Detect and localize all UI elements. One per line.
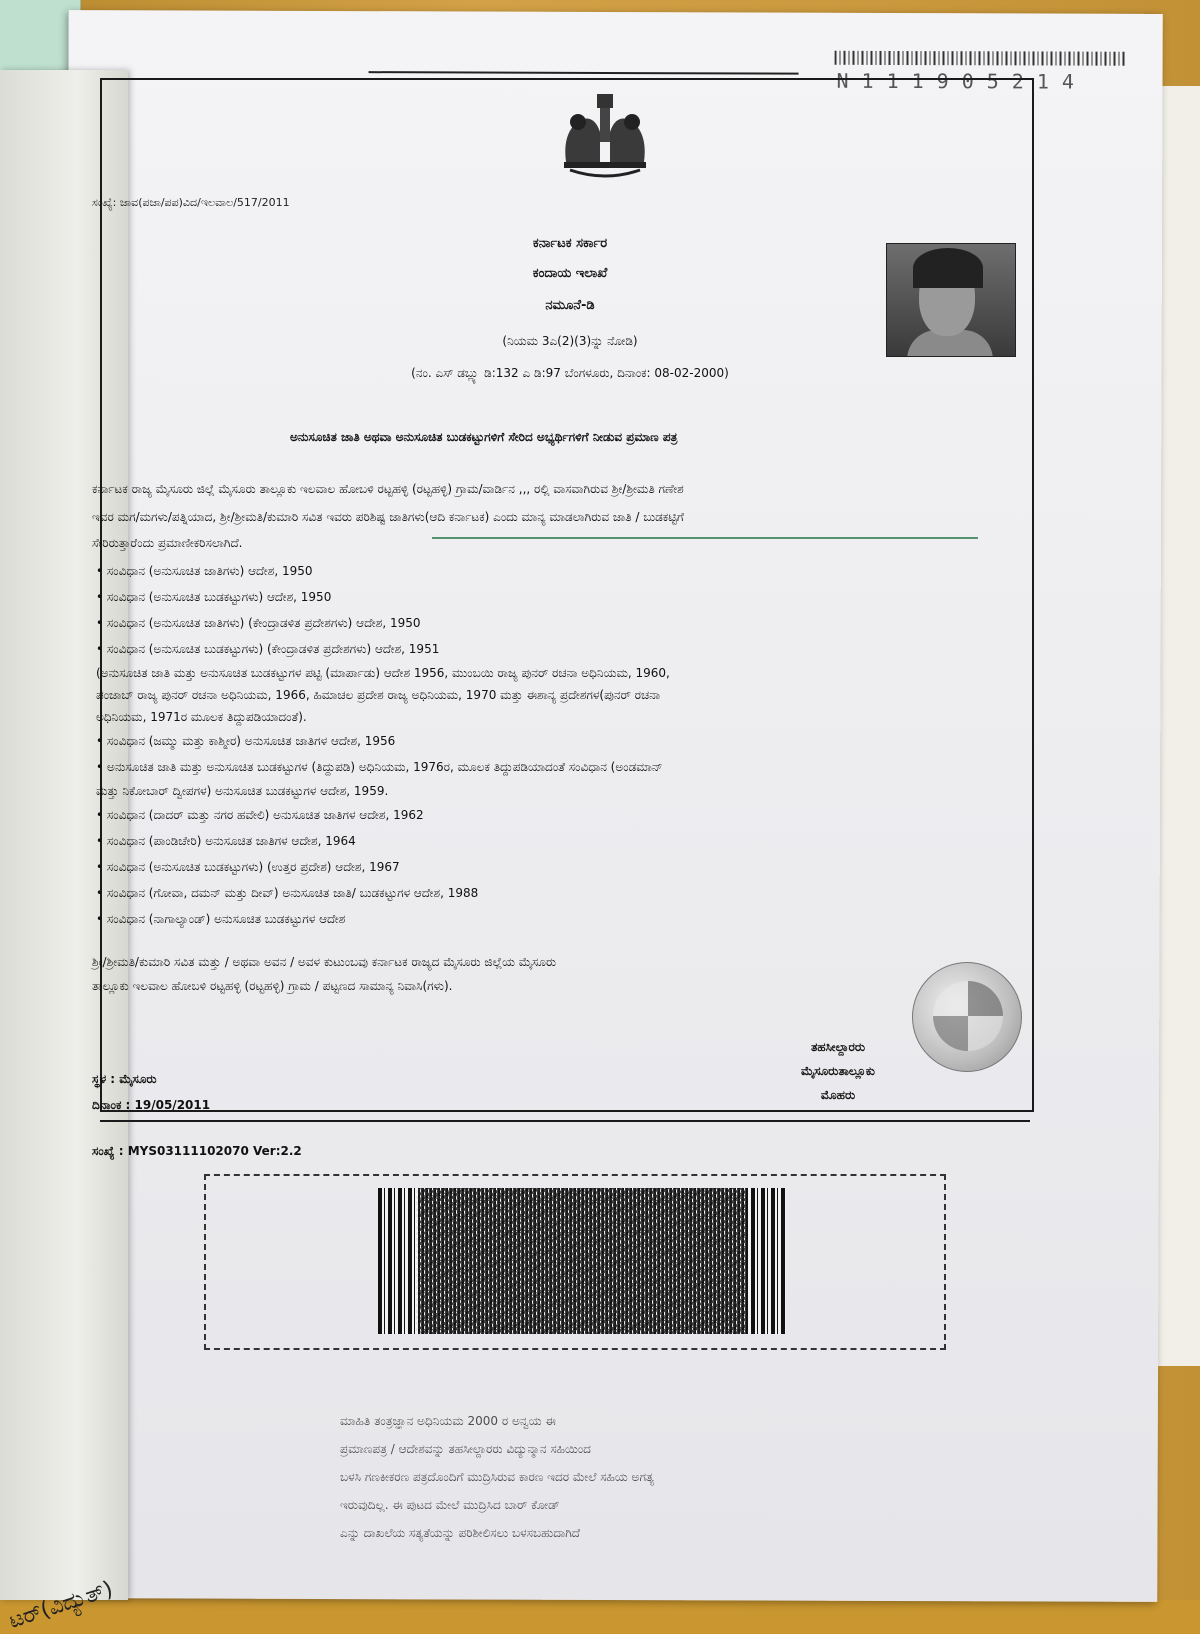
green-pen-underline (432, 537, 978, 539)
header-rule: (ನಿಯಮ 3ಎ(2)(3)ನ್ನು ನೋಡಿ) (502, 334, 638, 348)
footer-note-line: ಮಾಹಿತಿ ತಂತ್ರಜ್ಞಾನ ಅಧಿನಿಯಮ 2000 ರ ಅನ್ವಯ ಈ (340, 1414, 556, 1428)
order-item: • ಅನುಸೂಚಿತ ಜಾತಿ ಮತ್ತು ಅನುಸೂಚಿತ ಬುಡಕಟ್ಟುಗಳ (ತಿದ್ದುಪಡಿ) ಅಧಿನಿಯಮ, 1976ರ, ಮೂಲಕ ತಿದ್ದುಪಡಿಯಾದಂತೆ ಸಂವಿಧಾನ (ಅಂಡಮಾನ್ (96, 754, 996, 780)
residence-line: ಶ್ರೀ/ಶ್ರೀಮತಿ/ಕುಮಾರಿ ಸವಿತ ಮತ್ತು / ಅಥವಾ ಅವನ / ಅವಳ ಕುಟುಂಬವು ಕರ್ನಾಟಕ ರಾಜ್ಯದ ಮೈಸೂರು ಜಿಲ್ಲೆಯ ಮೈಸೂರು (92, 955, 557, 969)
header-department: ಕಂದಾಯ ಇಲಾಖೆ (532, 266, 608, 281)
barcode-data (418, 1188, 746, 1334)
header-government: ಕರ್ನಾಟಕ ಸರ್ಕಾರ (532, 236, 608, 251)
pdf417-barcode (378, 1188, 786, 1334)
certificate-number: ಸಂಖ್ಯೆ : MYS03111102070 Ver:2.2 (92, 1144, 302, 1158)
signatory-title: ತಹಸೀಲ್ದಾರರು (810, 1040, 866, 1054)
applicant-photo (886, 243, 1016, 357)
bottom-rule (100, 1120, 1030, 1122)
seal-pattern (933, 981, 1003, 1051)
order-item: • ಸಂವಿಧಾನ (ಪಾಂಡಿಚೇರಿ) ಅನುಸೂಚಿತ ಜಾತಿಗಳ ಆದೇಶ, 1964 (96, 828, 996, 854)
reference-number: ಸಂಖ್ಯೆ: ಜಾವ(ಪಜಾ/ಪಪ)ವಿದ/ಇಲವಾಲ/517/2011 (92, 196, 290, 209)
order-item: ಅಧಿನಿಯಮ, 1971ರ ಮೂಲಕ ತಿದ್ದುಪಡಿಯಾದಂತೆ). (96, 710, 307, 724)
order-item: • ಸಂವಿಧಾನ (ಅನುಸೂಚಿತ ಬುಡಕಟ್ಟುಗಳು) (ಕೇಂದ್ರಾಡಳಿತ ಪ್ರದೇಶಗಳು) ಆದೇಶ, 1951 (96, 636, 996, 662)
serial-number: N111905214 (836, 68, 1087, 94)
body-line: ಸೇರಿರುತ್ತಾರೆಂದು ಪ್ರಮಾಣೀಕರಿಸಲಾಗಿದೆ. (92, 536, 243, 550)
certificate-title: ಅನುಸೂಚಿತ ಜಾತಿ ಅಥವಾ ಅನುಸೂಚಿತ ಬುಡಕಟ್ಟುಗಳಿಗೆ ಸೇರಿದ ಅಭ್ಯರ್ಥಿಗಳಿಗೆ ನೀಡುವ ಪ್ರಮಾಣ ಪತ್ರ (290, 430, 678, 444)
place: ಸ್ಥಳ : ಮೈಸೂರು (92, 1072, 157, 1086)
body-line: ಇವರ ಮಗ/ಮಗಳು/ಪತ್ನಿಯಾದ, ಶ್ರೀ/ಶ್ರೀಮತಿ/ಕುಮಾರಿ ಸವಿತ ಇವರು ಪರಿಶಿಷ್ಟ ಜಾತಿಗಳು(ಆದಿ ಕರ್ನಾಟಕ) ಎಂದು ಮಾನ್ಯ ಮಾಡಲಾಗಿರುವ ಜಾತಿ / ಬುಡಕಟ್ಟಿಗೆ (92, 510, 684, 524)
order-item: • ಸಂವಿಧಾನ (ದಾದರ್ ಮತ್ತು ನಗರ ಹವೇಲಿ) ಅನುಸೂಚಿತ ಜಾತಿಗಳ ಆದೇಶ, 1962 (96, 802, 996, 828)
header-form: ನಮೂನೆ-ಡಿ (545, 298, 595, 313)
residence-statement (92, 950, 556, 998)
footer-note-line: ಬಳಸಿ ಗಣಕೀಕರಣ ಪತ್ರದೊಂದಿಗೆ ಮುದ್ರಿಸಿರುವ ಕಾರಣ ಇದರ ಮೇಲೆ ಸಹಿಯ ಅಗತ್ಯ (340, 1470, 654, 1484)
photo-hair (913, 248, 983, 288)
order-item: (ಅನುಸೂಚಿತ ಜಾತಿ ಮತ್ತು ಅನುಸೂಚಿತ ಬುಡಕಟ್ಟುಗಳ ಪಟ್ಟಿ (ಮಾರ್ಪಾಡು) ಆದೇಶ 1956, ಮುಂಬಯಿ ರಾಜ್ಯ ಪುನರ್ ರಚನಾ ಅಧಿನಿಯಮ, 1960, (96, 666, 670, 680)
orders-list (96, 558, 996, 932)
order-item: • ಸಂವಿಧಾನ (ಅನುಸೂಚಿತ ಬುಡಕಟ್ಟುಗಳು) (ಉತ್ತರ ಪ್ರದೇಶ) ಆದೇಶ, 1967 (96, 854, 996, 880)
state-emblem-icon (556, 92, 654, 178)
barcode-start-pattern (378, 1188, 416, 1334)
booklet-side-text: ಟರ್(ವಿದ್ಯುತ್) (6, 1576, 116, 1634)
footer-note-line: ಪ್ರಮಾಣಪತ್ರ / ಆದೇಶವನ್ನು ತಹಸೀಲ್ದಾರರು ವಿದ್ಯುನ್ಮಾನ ಸಹಿಯಿಂದ (340, 1442, 591, 1456)
order-item: • ಸಂವಿಧಾನ (ನಾಗಾಲ್ಯಾಂಡ್) ಅನುಸೂಚಿತ ಬುಡಕಟ್ಟುಗಳ ಆದೇಶ (96, 906, 996, 932)
hologram-seal (912, 962, 1022, 1072)
footer-note-line: ಇರುವುದಿಲ್ಲ. ಈ ಪುಟದ ಮೇಲೆ ಮುದ್ರಿಸಿದ ಬಾರ್ ಕೋಡ್ (340, 1498, 560, 1512)
order-item: • ಸಂವಿಧಾನ (ಅನುಸೂಚಿತ ಜಾತಿಗಳು) ಆದೇಶ, 1950 (96, 558, 996, 584)
order-item: • ಸಂವಿಧಾನ (ಅನುಸೂಚಿತ ಬುಡಕಟ್ಟುಗಳು) ಆದೇಶ, 1950 (96, 584, 996, 610)
residence-line: ತಾಲ್ಲೂಕು ಇಲವಾಲ ಹೋಬಳಿ ರಟ್ಟಹಳ್ಳಿ (ರಟ್ಟಹಳ್ಳಿ) ಗ್ರಾಮ / ಪಟ್ಟಣದ ಸಾಮಾನ್ಯ ನಿವಾಸಿ(ಗಳು). (92, 979, 453, 993)
header-notification: (ನಂ. ಎಸ್ ಡಬ್ಲ್ಯು ಡಿ:132 ಎ ಡಿ:97 ಬೆಂಗಳೂರು, ದಿನಾಂಕ: 08-02-2000) (411, 366, 729, 380)
issue-date: ದಿನಾಂಕ : 19/05/2011 (92, 1098, 211, 1112)
order-item: ಮತ್ತು ನಿಕೋಬಾರ್ ದ್ವೀಪಗಳ) ಅನುಸೂಚಿತ ಬುಡಕಟ್ಟುಗಳ ಆದೇಶ, 1959. (96, 784, 389, 798)
body-line: ಕರ್ನಾಟಕ ರಾಜ್ಯ ಮೈಸೂರು ಜಿಲ್ಲೆ ಮೈಸೂರು ತಾಲ್ಲೂಕು ಇಲವಾಲ ಹೋಬಳಿ ರಟ್ಟಹಳ್ಳಿ (ರಟ್ಟಹಳ್ಳಿ) ಗ್ರಾಮ/ವಾರ್ಡಿನ ,,, ರಲ್ಲಿ ವಾಸವಾಗಿರುವ ಶ್ರೀ/ಶ್ರೀಮತಿ ಗಣೇಶ (92, 482, 684, 496)
signatory-taluk: ಮೈಸೂರುತಾಲ್ಲೂಕು (800, 1064, 875, 1078)
order-item: • ಸಂವಿಧಾನ (ಅನುಸೂಚಿತ ಜಾತಿಗಳು) (ಕೇಂದ್ರಾಡಳಿತ ಪ್ರದೇಶಗಳು) ಆದೇಶ, 1950 (96, 610, 996, 636)
order-item: • ಸಂವಿಧಾನ (ಗೋವಾ, ದಮನ್ ಮತ್ತು ದೀವ್) ಅನುಸೂಚಿತ ಜಾತಿ/ ಬುಡಕಟ್ಟುಗಳ ಆದೇಶ, 1988 (96, 880, 996, 906)
order-item: • ಸಂವಿಧಾನ (ಜಮ್ಮು ಮತ್ತು ಕಾಶ್ಮೀರ) ಅನುಸೂಚಿತ ಜಾತಿಗಳ ಆದೇಶ, 1956 (96, 728, 996, 754)
order-item: ಪಂಜಾಬ್ ರಾಜ್ಯ ಪುನರ್ ರಚನಾ ಅಧಿನಿಯಮ, 1966, ಹಿಮಾಚಲ ಪ್ರದೇಶ ರಾಜ್ಯ ಅಧಿನಿಯಮ, 1970 ಮತ್ತು ಈಶಾನ್ಯ ಪ್ರದೇಶಗಳ(ಪುನರ್ ರಚನಾ (96, 688, 661, 702)
serial-barcode (835, 51, 1125, 66)
barcode-stop-pattern (748, 1188, 786, 1334)
top-rule (369, 71, 799, 75)
footer-note-line: ಎನ್ನು ದಾಖಲೆಯ ಸತ್ಯತೆಯನ್ನು ಪರಿಶೀಲಿಸಲು ಬಳಸಬಹುದಾಗಿದೆ (340, 1526, 581, 1540)
signatory-seal: ಮೊಹರು (820, 1088, 856, 1102)
